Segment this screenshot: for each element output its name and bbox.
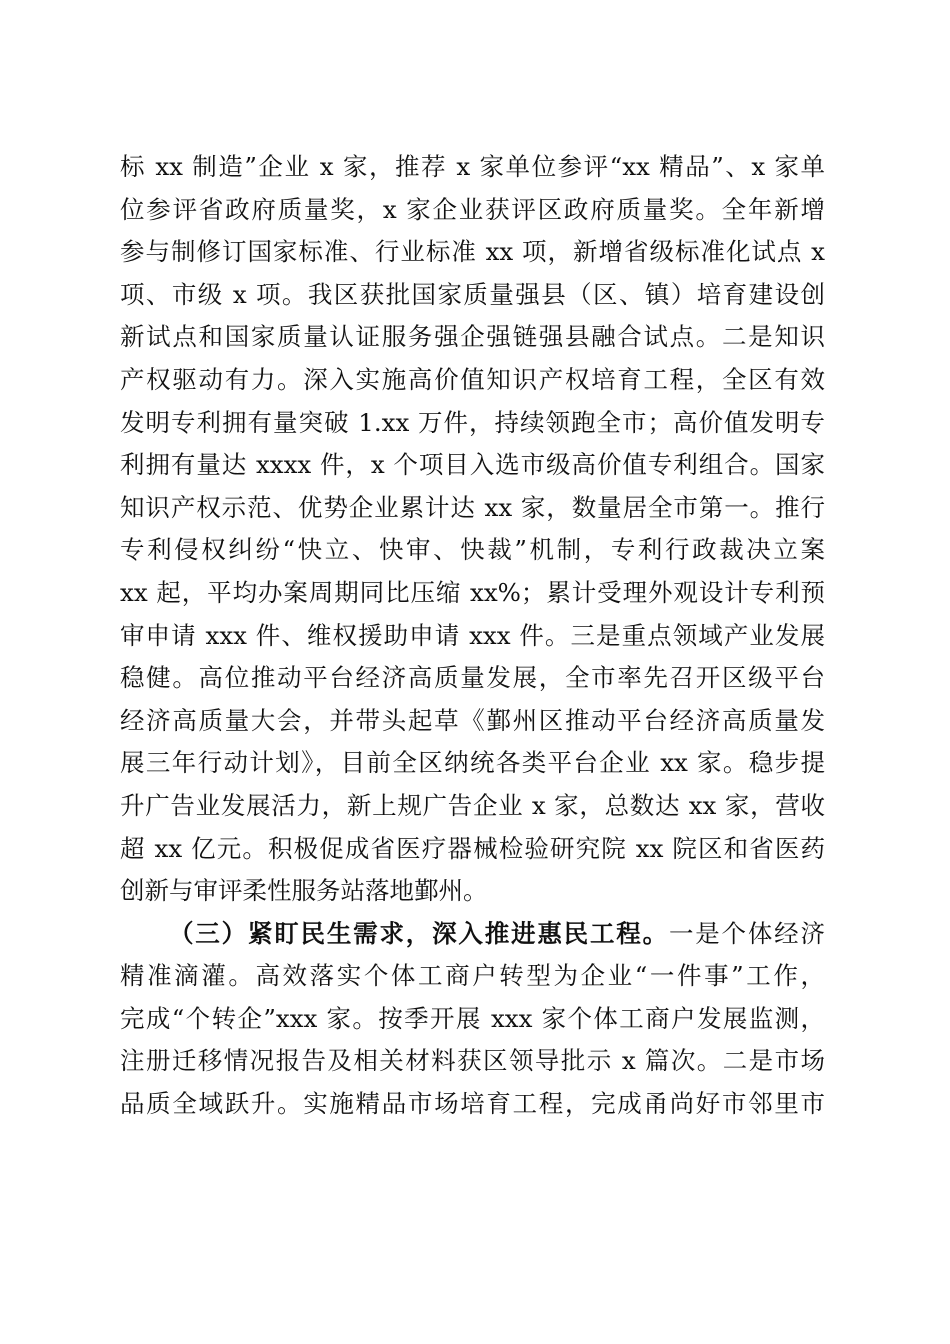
text-line: 项、市级 x 项。我区获批国家质量强县（区、镇）培育建设创: [120, 279, 825, 309]
paragraph-livelihood-projects: [120, 913, 825, 1126]
paragraph-quality-ip-industry: [120, 146, 825, 913]
text-line: 超 xx 亿元。积极促成省医疗器械检验研究院 xx 院区和省医药: [120, 833, 825, 863]
text-line: 专利侵权纠纷“快立、快审、快裁”机制，专利行政裁决立案: [120, 535, 825, 565]
text-line: 新试点和国家质量认证服务强企强链强县融合试点。二是知识: [120, 322, 825, 352]
text-line: 审申请 xxx 件、维权援助申请 xxx 件。三是重点领域产业发展: [120, 620, 825, 650]
text-line-with-heading: [120, 913, 825, 956]
text-line: 标 xx 制造”企业 x 家，推荐 x 家单位参评“xx 精品”、x 家单: [120, 152, 825, 181]
text-line: 稳健。高位推动平台经济高质量发展，全市率先召开区级平台: [120, 663, 825, 693]
text-line: 经济高质量大会，并带头起草《鄞州区推动平台经济高质量发: [120, 705, 825, 735]
text-line: 产权驱动有力。深入实施高价值知识产权培育工程，全区有效: [120, 364, 825, 394]
text-line: 利拥有量达 xxxx 件，x 个项目入选市级高价值专利组合。国家: [120, 450, 825, 480]
text-line: 升广告业发展活力，新上规广告企业 x 家，总数达 xx 家，营收: [120, 790, 825, 820]
heading-line-rest: 一是个体经济: [668, 918, 825, 948]
text-line: xx 起，平均办案周期同比压缩 xx%；累计受理外观设计专利预: [120, 577, 825, 607]
text-line: 创新与审评柔性服务站落地鄞州。: [120, 876, 488, 906]
body-text: [120, 146, 825, 1126]
section-heading: （三）紧盯民生需求，深入推进惠民工程。: [169, 918, 669, 948]
text-line: 发明专利拥有量突破 1.xx 万件，持续领跑全市；高价值发明专: [120, 407, 825, 437]
text-line: 品质全域跃升。实施精品市场培育工程，完成甬尚好市邻里市: [120, 1089, 825, 1119]
text-line: 展三年行动计划》，目前全区纳统各类平台企业 xx 家。稳步提: [120, 748, 825, 778]
text-line: 精准滴灌。高效落实个体工商户转型为企业“一件事”工作，: [120, 961, 825, 991]
text-line: 完成“个转企”xxx 家。按季开展 xxx 家个体工商户发展监测，: [120, 1003, 825, 1033]
text-line: 位参评省政府质量奖，x 家企业获评区政府质量奖。全年新增: [120, 194, 825, 224]
text-line: 注册迁移情况报告及相关材料获区领导批示 x 篇次。二是市场: [120, 1046, 825, 1076]
text-line: 知识产权示范、优势企业累计达 xx 家，数量居全市第一。推行: [120, 492, 825, 522]
text-line: 参与制修订国家标准、行业标准 xx 项，新增省级标准化试点 x: [120, 237, 825, 267]
